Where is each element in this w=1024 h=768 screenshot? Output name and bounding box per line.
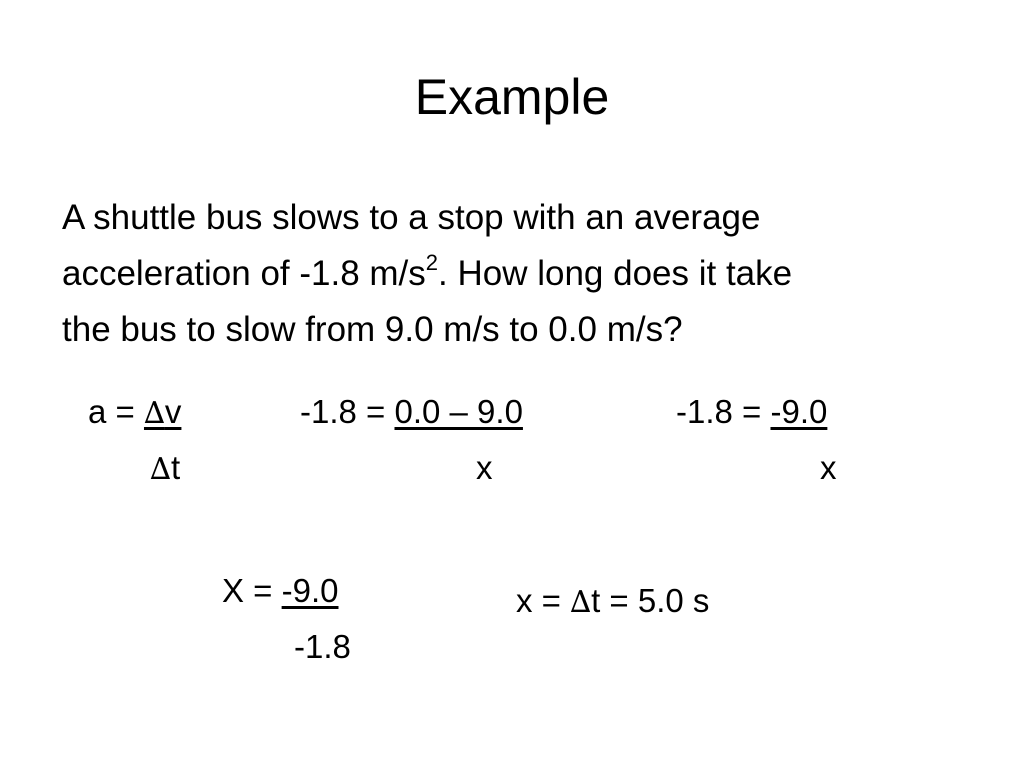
- slide-title: Example: [414, 69, 610, 125]
- result-equation: [516, 581, 709, 623]
- problem-line-2-tail: . How long does it take: [438, 254, 793, 293]
- formula-acceleration-numerator-row: [88, 392, 181, 434]
- problem-statement: [62, 190, 972, 358]
- formula-solve-numerator: -9.0: [281, 572, 339, 609]
- formula-solve-denominator: -1.8: [294, 628, 351, 665]
- delta-symbol: ∆: [143, 396, 165, 431]
- formula-substitution-denominator: x: [476, 449, 493, 486]
- delta-symbol: ∆: [570, 585, 592, 620]
- result-lhs: x =: [516, 582, 571, 619]
- formula-simplified-lhs: -1.8 =: [676, 393, 771, 430]
- formula-solve-lhs: X =: [222, 572, 282, 609]
- exponent: 2: [425, 250, 439, 276]
- problem-line-2: [62, 246, 972, 302]
- formula-simplified-numerator-row: [676, 392, 827, 432]
- formula-simplified-numerator: -9.0: [770, 393, 828, 430]
- formula-acceleration-lhs: a =: [88, 393, 144, 430]
- result-rhs: t = 5.0 s: [591, 582, 710, 619]
- problem-line-3: the bus to slow from 9.0 m/s to 0.0 m/s?: [62, 310, 683, 349]
- formula-acceleration-denominator: [150, 448, 180, 490]
- problem-line-1: A shuttle bus slows to a stop with an average: [62, 198, 761, 237]
- formula-solve-numerator-row: [222, 571, 339, 611]
- problem-line-2-text: acceleration of -1.8 m/s: [62, 254, 426, 293]
- velocity-var: v: [164, 393, 182, 430]
- formula-acceleration-numerator: [144, 393, 181, 430]
- formula-substitution-numerator-row: [300, 392, 523, 432]
- formula-substitution-lhs: -1.8 =: [300, 393, 395, 430]
- time-var: t: [170, 449, 181, 486]
- delta-symbol: ∆: [150, 452, 171, 487]
- formula-simplified-denominator: x: [820, 449, 837, 486]
- formula-substitution-numerator: 0.0 – 9.0: [394, 393, 523, 430]
